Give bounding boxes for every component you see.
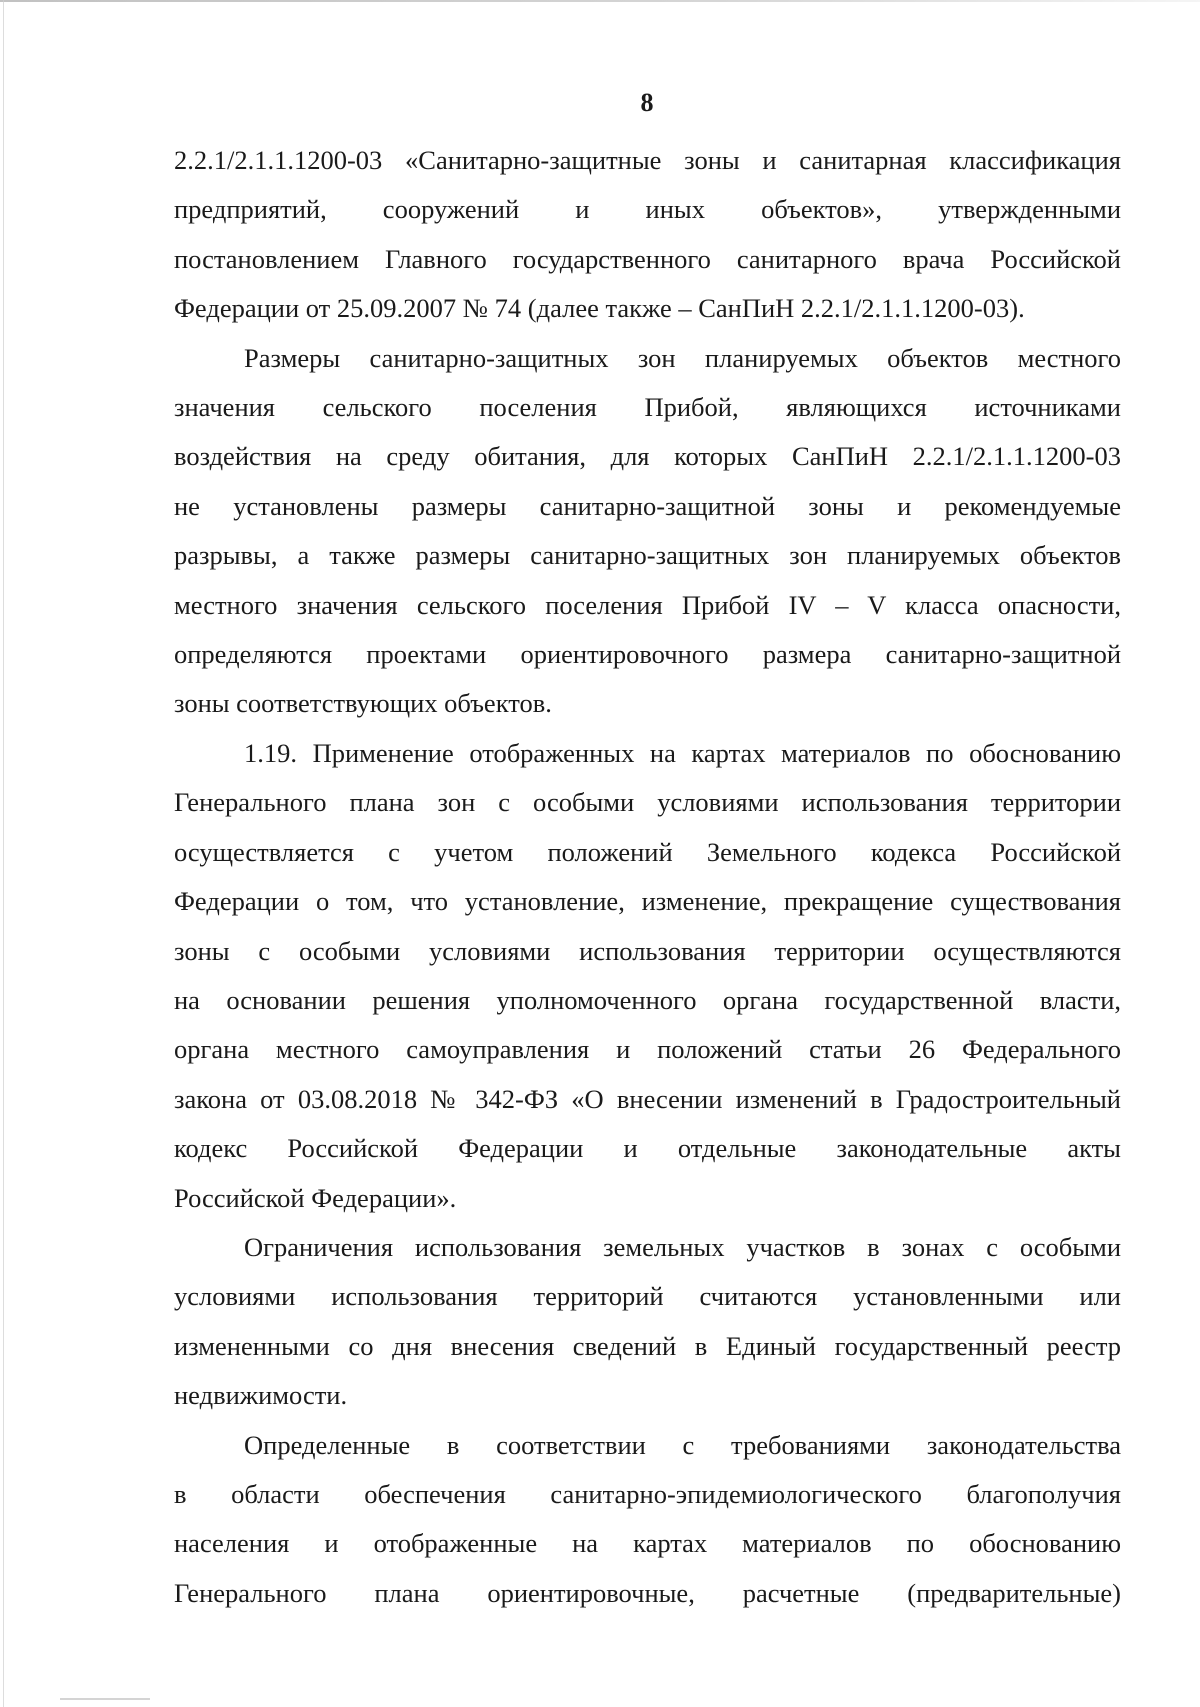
text-line: местного значения сельского поселения Прибой IV – V класса опасности, — [174, 589, 1121, 620]
text-line: Генерального плана ориентировочные, расчетные (предварительные) — [174, 1577, 1121, 1608]
text-line: Размеры санитарно-защитных зон планируемых объектов местного — [244, 342, 1121, 373]
text-line: кодекс Российской Федерации и отдельные законодательные акты — [174, 1133, 1121, 1164]
text-line: Ограничения использования земельных участков в зонах с особыми — [244, 1231, 1121, 1262]
text-line: значения сельского поселения Прибой, являющихся источниками — [174, 392, 1121, 423]
scan-edge-bottom — [60, 1698, 150, 1700]
text-line: Федерации о том, что установление, изменение, прекращение существования — [174, 886, 1121, 917]
text-line: Российской Федерации». — [174, 1182, 457, 1213]
text-line: 2.2.1/2.1.1.1200-03 «Санитарно-защитные зоны и санитарная классификация — [174, 145, 1121, 175]
paragraph — [174, 729, 1121, 1223]
text-line: Генерального плана зон с особыми условиями использования территории — [174, 787, 1121, 818]
text-line: населения и отображенные на картах материалов по обоснованию — [174, 1528, 1121, 1559]
text-line: на основании решения уполномоченного органа государственной власти, — [174, 984, 1121, 1015]
document-body — [174, 136, 1121, 1618]
scan-edge-top — [0, 0, 1200, 2]
text-line: не установлены размеры санитарно-защитной зоны и рекомендуемые — [174, 490, 1121, 521]
text-line: воздействия на среду обитания, для которых СанПиН 2.2.1/2.1.1.1200-03 — [174, 441, 1121, 472]
text-line: постановлением Главного государственного санитарного врача Российской — [174, 243, 1121, 274]
paragraph — [174, 334, 1121, 729]
page-number: 8 — [640, 88, 654, 117]
text-line: зоны соответствующих объектов. — [174, 688, 552, 719]
text-line: предприятий, сооружений и иных объектов», утвержденными — [174, 194, 1121, 225]
text-line: определяются проектами ориентировочного размера санитарно-защитной — [174, 639, 1121, 670]
paragraph — [174, 1421, 1121, 1619]
paragraph — [174, 136, 1121, 334]
text-line: в области обеспечения санитарно-эпидемиологического благополучия — [174, 1478, 1121, 1509]
paragraph — [174, 1223, 1121, 1421]
text-line: разрывы, а также размеры санитарно-защитных зон планируемых объектов — [174, 540, 1121, 571]
text-line: Определенные в соответствии с требованиями законодательства — [244, 1429, 1121, 1460]
text-line: условиями использования территорий считаются установленными или — [174, 1281, 1121, 1312]
text-line: органа местного самоуправления и положений статьи 26 Федерального — [174, 1034, 1121, 1065]
text-line: зоны с особыми условиями использования территории осуществляются — [174, 935, 1121, 966]
text-line: осуществляется с учетом положений Земельного кодекса Российской — [174, 836, 1121, 867]
text-line: измененными со дня внесения сведений в Единый государственный реестр — [174, 1330, 1121, 1361]
scan-edge-left — [3, 0, 4, 1707]
text-line: 1.19. Применение отображенных на картах материалов по обоснованию — [244, 737, 1121, 768]
text-line: недвижимости. — [174, 1380, 348, 1411]
text-line: Федерации от 25.09.2007 № 74 (далее также – СанПиН 2.2.1/2.1.1.1200-03). — [174, 293, 1025, 324]
text-line: закона от 03.08.2018 № 342-ФЗ «О внесении изменений в Градостроительный — [174, 1083, 1121, 1114]
